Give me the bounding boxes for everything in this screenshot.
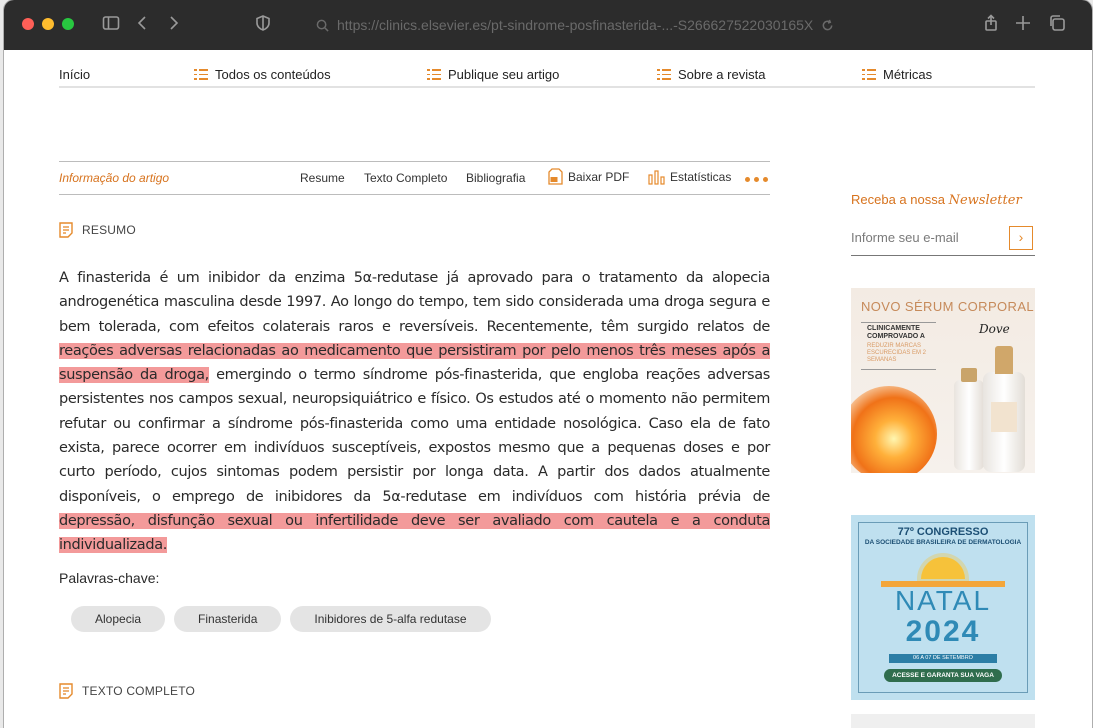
nav-metricas-label: Métricas xyxy=(883,67,933,82)
dove-logo: Dove xyxy=(979,322,1010,336)
tab-informacao-artigo[interactable]: Informação do artigo xyxy=(59,171,170,185)
advertisement-partial[interactable] xyxy=(851,714,1035,728)
new-tab-icon[interactable] xyxy=(1012,14,1034,36)
texto-completo-heading-label: TEXTO COMPLETO xyxy=(82,684,196,698)
article-tabs xyxy=(59,161,770,195)
list-icon xyxy=(862,69,876,80)
congress-subtitle: DA SOCIEDADE BRASILEIRA DE DERMATOLOGIA xyxy=(864,539,1022,546)
product-bottle-image xyxy=(954,380,984,470)
ad-headline: NOVO SÉRUM CORPORAL xyxy=(861,299,1035,314)
newsletter-email-input[interactable] xyxy=(851,230,991,245)
document-icon xyxy=(59,222,73,238)
keywords-label: Palavras-chave: xyxy=(59,570,160,586)
forward-icon[interactable] xyxy=(162,14,184,36)
nav-sobre-revista[interactable] xyxy=(657,67,765,82)
minimize-window-button[interactable] xyxy=(42,18,54,30)
nav-todos-conteudos[interactable] xyxy=(194,67,331,82)
more-dots-icon[interactable] xyxy=(745,177,768,182)
list-icon xyxy=(427,69,441,80)
list-icon xyxy=(657,69,671,80)
resumo-heading xyxy=(59,222,136,238)
search-icon xyxy=(316,19,329,32)
window-controls xyxy=(22,18,74,30)
abstract-highlight-1: reações adversas relacionadas ao medicamento que persistiram por pelo menos três meses após a suspensão da droga, xyxy=(59,342,770,384)
tab-resume[interactable]: Resume xyxy=(300,171,345,185)
browser-toolbar xyxy=(4,0,1092,50)
newsletter-submit-button[interactable] xyxy=(1009,226,1033,250)
address-bar[interactable] xyxy=(316,14,836,36)
nav-metricas[interactable] xyxy=(862,67,932,82)
browser-window xyxy=(4,0,1092,728)
keyword-chip[interactable]: Alopecia xyxy=(71,606,165,632)
tab-texto-completo[interactable]: Texto Completo xyxy=(364,171,448,185)
congress-city: NATAL xyxy=(894,585,992,616)
nav-inicio[interactable] xyxy=(59,67,90,82)
document-icon xyxy=(59,683,73,699)
keyword-chip[interactable]: Inibidores de 5-alfa redutase xyxy=(290,606,490,632)
keywords-list xyxy=(71,606,491,632)
serum-drop-image xyxy=(851,386,937,473)
nav-todos-conteudos-label: Todos os conteúdos xyxy=(215,67,331,82)
keyword-chip[interactable]: Finasterida xyxy=(174,606,281,632)
congress-cta-button[interactable]: ACESSE E GARANTA SUA VAGA xyxy=(884,669,1002,682)
sidebar-toggle-icon[interactable] xyxy=(100,14,122,36)
congress-dates: 06 A 07 DE SETEMBRO xyxy=(889,654,997,663)
tab-overview-icon[interactable] xyxy=(1046,14,1068,36)
zoom-window-button[interactable] xyxy=(62,18,74,30)
list-icon xyxy=(194,69,208,80)
newsletter-title-text: Receba a nossa xyxy=(851,192,949,207)
chevron-right-icon: › xyxy=(1018,229,1024,245)
ad-claim-2: REDUZIR MARCAS ESCURECIDAS EM 2 SEMANAS xyxy=(867,343,927,363)
tab-estatisticas-label: Estatísticas xyxy=(670,169,732,184)
bar-chart-icon xyxy=(648,168,665,185)
tab-baixar-pdf[interactable] xyxy=(548,168,629,185)
nav-sobre-revista-label: Sobre a revista xyxy=(678,67,766,82)
back-icon[interactable] xyxy=(132,14,154,36)
dove-advertisement[interactable] xyxy=(851,288,1035,473)
nav-publique-artigo-label: Publique seu artigo xyxy=(448,67,560,82)
abstract-highlight-2: depressão, disfunção sexual ou infertilidade deve ser avaliado com cautela e a conduta individualizada. xyxy=(59,512,770,554)
share-icon[interactable] xyxy=(980,14,1002,36)
reload-icon[interactable] xyxy=(821,19,834,32)
congress-advertisement[interactable] xyxy=(851,515,1035,700)
nav-publique-artigo[interactable] xyxy=(427,67,559,82)
newsletter-title-em: Newsletter xyxy=(948,193,1022,208)
site-top-nav xyxy=(59,58,1035,88)
abstract-part-1: A finasterida é um inibidor da enzima 5α-redutase já aprovado para o tratamento da alopecia androgenética masculina desde 1997. Ao longo do tempo, tem sido considerada uma droga segura e bem tolerada, com efeitos colaterais raros e reversíveis. Recentemente, têm surgido relatos de xyxy=(59,270,770,335)
pdf-icon xyxy=(548,168,563,185)
url-text: https://clinics.elsevier.es/pt-sindrome-posfinasterida-...-S266627522030165X xyxy=(337,17,814,33)
congress-title: 77º CONGRESSO xyxy=(897,526,989,538)
ad-claim: CLINICAMENTE COMPROVADO A xyxy=(867,325,925,340)
product-bottle-image xyxy=(983,372,1025,472)
texto-completo-heading xyxy=(59,683,195,699)
resumo-heading-label: RESUMO xyxy=(82,223,136,237)
close-window-button[interactable] xyxy=(22,18,34,30)
abstract-part-2: emergindo o termo síndrome pós-finasterida, que engloba reações adversas persistentes nos campos sexual, neuropsiquiátrico e físico. Os estudos até o momento não permitem refutar ou confirmar a síndrome pós-finasterida como uma entidade nosológica. Caso ela de fato exista, parece ocorrer em indivíduos susceptíveis, expostos mesmo que a pequenas doses e por curto período, cujos sintomas podem persistir por longa data. A partir dos dados atualmente disponíveis, o emprego de inibidores da 5α-redutase em indivíduos com história prévia de xyxy=(59,367,770,505)
nav-inicio-label: Início xyxy=(59,67,91,82)
newsletter-title xyxy=(851,192,1022,208)
congress-year: 2024 xyxy=(905,615,981,648)
tab-baixar-pdf-label: Baixar PDF xyxy=(568,169,630,184)
privacy-shield-icon[interactable] xyxy=(252,14,274,36)
abstract-text xyxy=(59,266,770,558)
tab-bibliografia[interactable]: Bibliografia xyxy=(466,171,526,185)
tab-estatisticas[interactable] xyxy=(648,168,731,185)
newsletter-form xyxy=(851,226,1035,256)
